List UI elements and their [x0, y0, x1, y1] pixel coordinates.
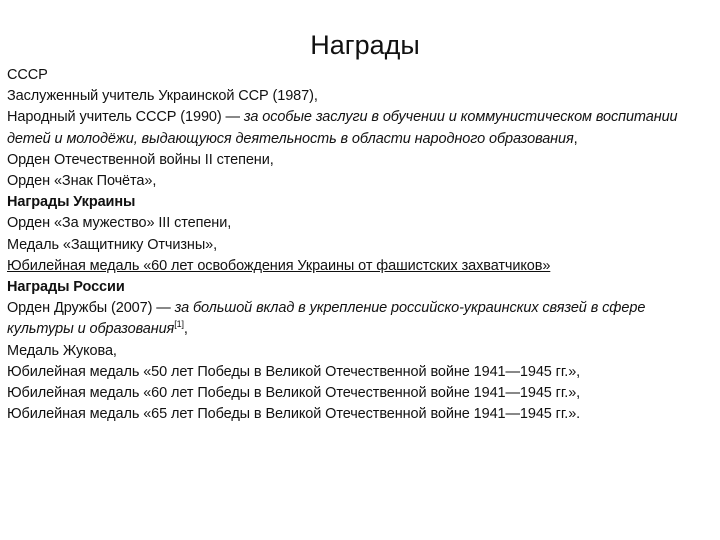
slide-title: Награды — [310, 30, 420, 60]
award-order-friendship-reason: за большой вклад в укрепление российско-украинских связей в сфере культуры и образования — [7, 300, 646, 338]
award-victory-50: Юбилейная медаль «50 лет Победы в Великой Отечественной войне 1941—1945 гг.», — [7, 363, 581, 380]
award-order-friendship-title: Орден Дружбы (2007) — — [7, 300, 175, 317]
award-peoples-teacher-reason: за особые заслуги в обучении и коммунистическом воспитании детей и молодёжи, выдающуюся деятельность в области народного образования — [7, 109, 678, 147]
award-medal-zhukov: Медаль Жукова, — [7, 342, 117, 359]
award-order-friendship — [7, 298, 707, 340]
award-victory-65: Юбилейная медаль «65 лет Победы в Великой Отечественной войне 1941—1945 гг.». — [7, 406, 581, 423]
award-order-friendship-suffix: , — [183, 321, 188, 338]
award-order-patriotic-war: Орден Отечественной войны II степени, — [7, 151, 274, 168]
award-peoples-teacher-title: Народный учитель СССР (1990) — — [7, 109, 244, 126]
award-honored-teacher: Заслуженный учитель Украинской ССР (1987), — [7, 88, 318, 105]
award-order-courage: Орден «За мужество» III степени, — [7, 215, 232, 232]
awards-list — [7, 65, 707, 425]
award-medal-defender: Медаль «Защитнику Отчизны», — [7, 236, 218, 253]
ukraine-heading: Награды Украины — [7, 194, 136, 211]
ussr-heading: СССР — [7, 67, 48, 83]
award-peoples-teacher — [7, 107, 707, 149]
award-jubilee-liberation-link[interactable]: Юбилейная медаль «60 лет освобождения Украины от фашистских захватчиков» — [7, 257, 551, 274]
award-victory-60: Юбилейная медаль «60 лет Победы в Великой Отечественной войне 1941—1945 гг.», — [7, 385, 581, 402]
russia-heading: Награды России — [7, 279, 125, 296]
award-order-badge-of-honour: Орден «Знак Почёта», — [7, 173, 157, 190]
award-peoples-teacher-suffix: , — [573, 130, 578, 147]
reference-marker[interactable]: [1] — [174, 319, 184, 330]
